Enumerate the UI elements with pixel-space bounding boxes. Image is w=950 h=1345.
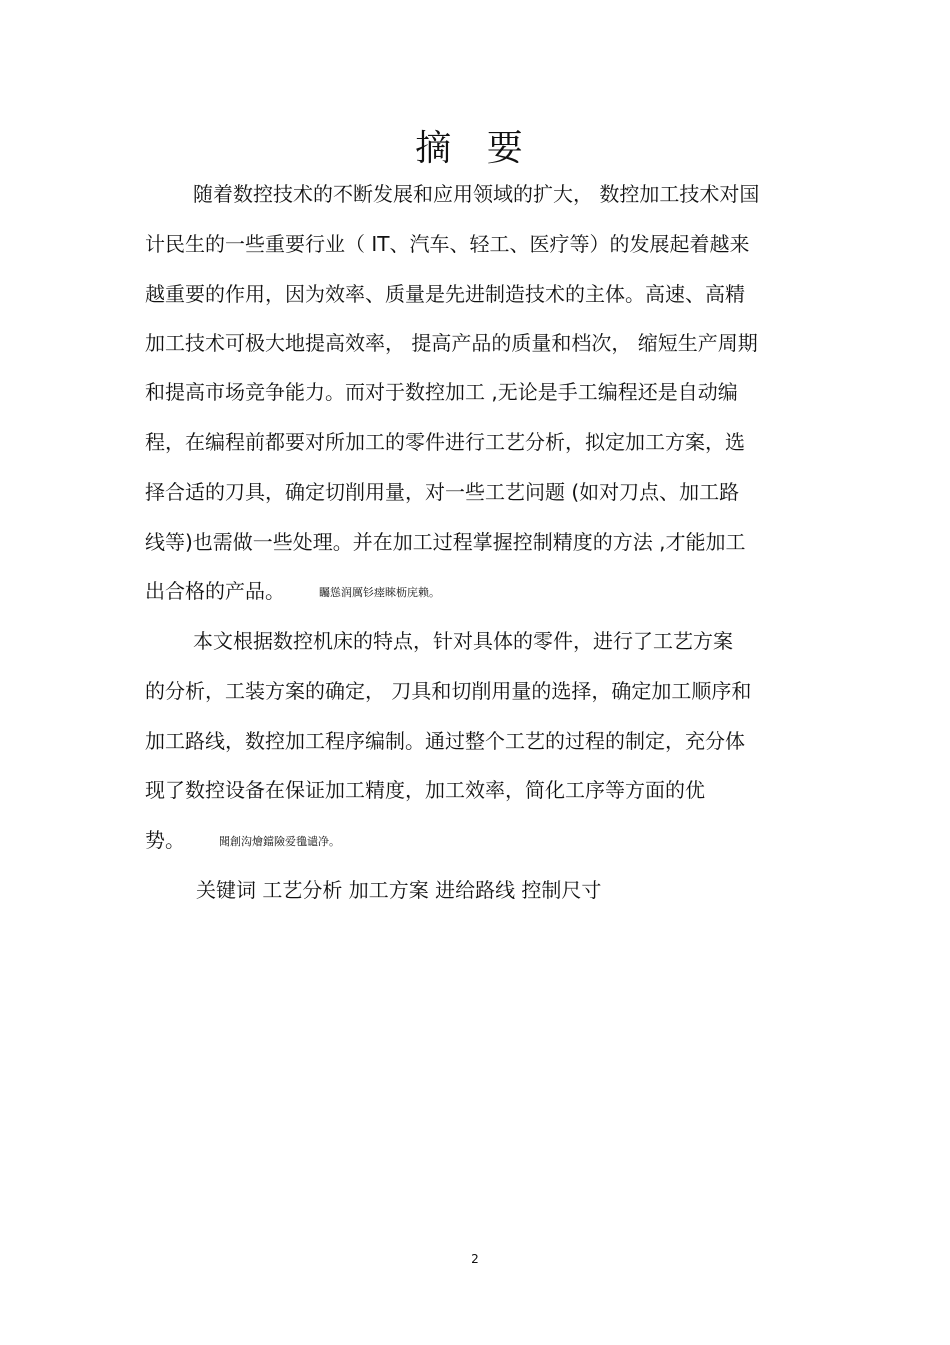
paragraph-text: 出合格的产品。 [145, 579, 285, 603]
paragraph-line: 越重要的作用，因为效率、质量是先进制造技术的主体。高速、高精 [145, 282, 745, 306]
paragraph-line: 本文根据数控机床的特点，针对具体的零件，进行了工艺方案 [193, 629, 733, 653]
paragraph-line: 计民生的一些重要行业（ IT、汽车、轻工、医疗等）的发展起着越来 [145, 232, 750, 256]
paragraph-line: 加工路线，数控加工程序编制。通过整个工艺的过程的制定，充分体 [145, 729, 745, 753]
paragraph-text: 势。 [145, 828, 185, 852]
paragraph-line: 现了数控设备在保证加工精度，加工效率，简化工序等方面的优 [145, 778, 705, 802]
paragraph-line-last [145, 577, 440, 607]
paragraph-line: 程，在编程前都要对所加工的零件进行工艺分析，拟定加工方案，选 [145, 430, 745, 454]
paragraph-line: 加工技术可极大地提高效率， 提高产品的质量和档次， 缩短生产周期 [145, 331, 758, 355]
garbled-note: 聞創沟燴鐺險爱氇谴净。 [219, 834, 340, 848]
abstract-title: 摘 要 [415, 128, 535, 169]
paragraph-line: 线等)也需做一些处理。并在加工过程掌握控制精度的方法 ,才能加工 [145, 530, 746, 554]
paragraph-line: 择合适的刀具，确定切削用量，对一些工艺问题 (如对刀点、加工路 [145, 480, 740, 504]
paragraph-line: 的分析，工装方案的确定， 刀具和切削用量的选择，确定加工顺序和 [145, 679, 752, 703]
keywords-line: 关键词 工艺分析 加工方案 进给路线 控制尺寸 [196, 878, 602, 902]
page-number: 2 [471, 1252, 479, 1266]
paragraph-line: 和提高市场竞争能力。而对于数控加工 ,无论是手工编程还是自动编 [145, 380, 738, 404]
garbled-note: 矚慫润厲钐瘗睞枥庑赖。 [319, 585, 440, 599]
paragraph-line-last [145, 826, 340, 856]
paragraph-line: 随着数控技术的不断发展和应用领域的扩大， 数控加工技术对国 [193, 182, 760, 206]
